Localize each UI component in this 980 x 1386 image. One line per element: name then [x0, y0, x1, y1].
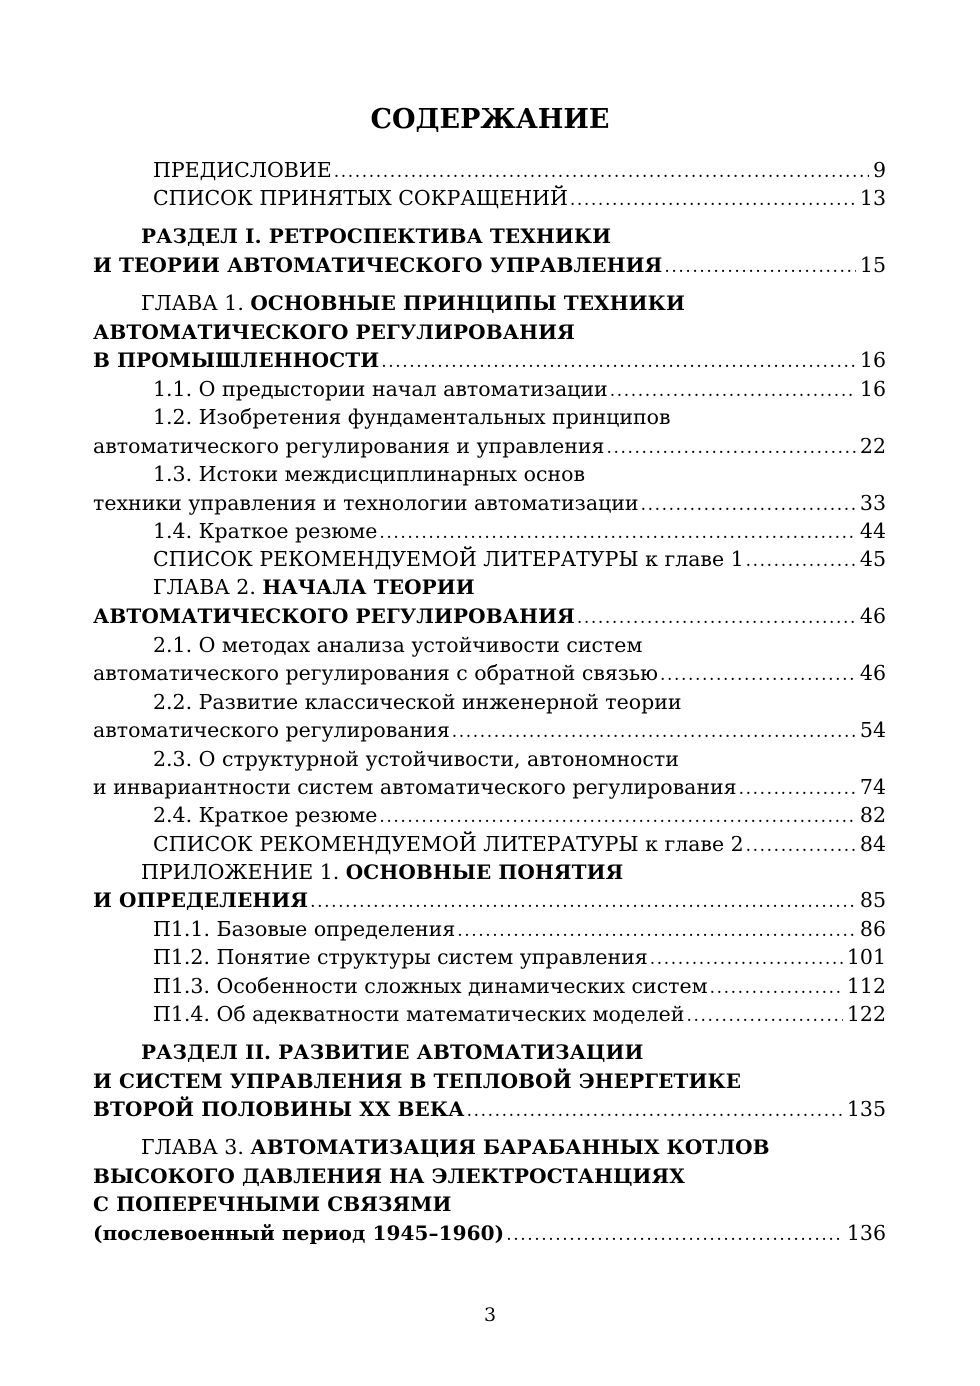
- toc-entry-page: 112: [846, 974, 886, 998]
- toc-entry-title: С ПОПЕРЕЧНЫМИ СВЯЗЯМИ: [93, 1192, 452, 1216]
- toc-entry-title: В ПРОМЫШЛЕННОСТИ: [93, 348, 380, 372]
- toc-entry-title: П1.1. Базовые определения: [153, 917, 456, 941]
- toc-entry-page: 85: [859, 888, 886, 912]
- toc-entry-title: ГЛАВА 3.: [141, 1135, 251, 1159]
- toc-entry: [141, 858, 886, 886]
- toc-entry-title-bold: НАЧАЛА ТЕОРИИ: [262, 575, 475, 599]
- toc-entry: [141, 222, 886, 250]
- toc-entry: [153, 801, 886, 829]
- toc-entry-title: ПРЕДИСЛОВИЕ: [153, 158, 332, 182]
- toc-entry: [153, 915, 886, 943]
- toc-entry-title: АВТОМАТИЧЕСКОГО РЕГУЛИРОВАНИЯ: [93, 604, 575, 628]
- toc-entry-page: 15: [859, 253, 886, 277]
- toc-entry: [153, 688, 886, 716]
- toc-entry-title-bold: ОСНОВНЫЕ ПОНЯТИЯ: [345, 860, 624, 884]
- toc-entry-page: 46: [859, 604, 886, 628]
- toc-entry: [93, 1095, 886, 1123]
- dot-leader: [686, 1002, 842, 1030]
- dot-leader: [467, 1097, 843, 1125]
- toc-entry: [153, 972, 886, 1000]
- toc-entry: [93, 1067, 886, 1095]
- toc-entry: [153, 830, 886, 858]
- dot-leader: [746, 547, 856, 575]
- dot-leader: [577, 604, 856, 632]
- dot-leader: [381, 348, 856, 376]
- toc-entry-page: 86: [859, 917, 886, 941]
- dot-leader: [379, 519, 856, 547]
- toc-entry-title: автоматического регулирования с обратной связью: [93, 661, 658, 685]
- toc-entry-title: И ТЕОРИИ АВТОМАТИЧЕСКОГО УПРАВЛЕНИЯ: [93, 253, 663, 277]
- toc-entry: [93, 1219, 886, 1247]
- page-title: СОДЕРЖАНИЕ: [370, 104, 610, 135]
- dot-leader: [379, 803, 856, 831]
- toc-entry: [93, 318, 886, 346]
- toc-entry-title: СПИСОК ПРИНЯТЫХ СОКРАЩЕНИЙ: [153, 186, 568, 210]
- toc-entry: [153, 1000, 886, 1028]
- toc-entry-title: 2.3. О структурной устойчивости, автономности: [153, 747, 679, 771]
- toc-entry: [93, 773, 886, 801]
- toc-entry: [153, 545, 886, 573]
- toc-entry: [153, 573, 886, 601]
- dot-leader: [660, 661, 856, 689]
- toc-entry: [153, 517, 886, 545]
- toc-entry-page: 84: [859, 832, 886, 856]
- dot-leader: [739, 775, 856, 803]
- toc-entry: [93, 602, 886, 630]
- dot-leader: [650, 945, 843, 973]
- toc-entry: [153, 156, 886, 184]
- toc-entry-title: техники управления и технологии автоматизации: [93, 491, 639, 515]
- toc-entry-title: ГЛАВА 2.: [153, 575, 263, 599]
- toc-entry-page: 44: [859, 519, 886, 543]
- toc-entry-page: 9: [872, 158, 886, 182]
- dot-leader: [457, 917, 856, 945]
- dot-leader: [310, 888, 856, 916]
- toc-entry: [141, 1038, 886, 1066]
- toc-entry-title: и инвариантности систем автоматического регулирования: [93, 775, 737, 799]
- toc-entry: [93, 346, 886, 374]
- page-number: 3: [483, 1304, 497, 1326]
- toc-entry-title: 2.1. О методах анализа устойчивости систем: [153, 633, 643, 657]
- toc-entry-page: 82: [859, 803, 886, 827]
- dot-leader: [610, 377, 856, 405]
- toc-entry-page: 33: [859, 491, 886, 515]
- toc-entry-title: 1.1. О предыстории начал автоматизации: [153, 377, 608, 401]
- dot-leader: [334, 158, 869, 186]
- toc-entry: [153, 460, 886, 488]
- toc-entry-title: (послевоенный период 1945–1960): [93, 1221, 505, 1245]
- toc-entry-title: АВТОМАТИЧЕСКОГО РЕГУЛИРОВАНИЯ: [93, 320, 575, 344]
- toc-entry-page: 22: [859, 434, 886, 458]
- toc-entry: [141, 1133, 886, 1161]
- toc-entry-title: ВЫСОКОГО ДАВЛЕНИЯ НА ЭЛЕКТРОСТАНЦИЯХ: [93, 1164, 685, 1188]
- toc-entry-title: П1.2. Понятие структуры систем управления: [153, 945, 648, 969]
- toc-entry-page: 135: [846, 1097, 886, 1121]
- toc-entry-title: И СИСТЕМ УПРАВЛЕНИЯ В ТЕПЛОВОЙ ЭНЕРГЕТИКЕ: [93, 1069, 742, 1093]
- dot-leader: [746, 832, 856, 860]
- toc-entry-title: автоматического регулирования: [93, 718, 450, 742]
- toc-entry: [93, 251, 886, 279]
- toc-entry-page: 16: [859, 377, 886, 401]
- toc-entry: [93, 886, 886, 914]
- toc-entry-title-bold: ОСНОВНЫЕ ПРИНЦИПЫ ТЕХНИКИ: [250, 291, 685, 315]
- toc-entry-page: 46: [859, 661, 886, 685]
- toc-entry-title: 2.4. Краткое резюме: [153, 803, 378, 827]
- toc-entry: [93, 659, 886, 687]
- toc-entry-title: 1.3. Истоки междисциплинарных основ: [153, 462, 586, 486]
- toc-entry: [153, 943, 886, 971]
- dot-leader: [607, 434, 856, 462]
- toc-entry-title: ПРИЛОЖЕНИЕ 1.: [141, 860, 346, 884]
- toc-entry-page: 45: [859, 547, 886, 571]
- toc-entry: [153, 745, 886, 773]
- toc-entry-title: И ОПРЕДЕЛЕНИЯ: [93, 888, 309, 912]
- toc-entry: [93, 432, 886, 460]
- toc-entry-title-bold: АВТОМАТИЗАЦИЯ БАРАБАННЫХ КОТЛОВ: [250, 1135, 770, 1159]
- toc-entry-page: 54: [859, 718, 886, 742]
- toc-entry-page: 13: [859, 186, 886, 210]
- toc-entry-title: РАЗДЕЛ I. РЕТРОСПЕКТИВА ТЕХНИКИ: [141, 224, 612, 248]
- toc-entry: [153, 631, 886, 659]
- toc-entry-title: 2.2. Развитие классической инженерной теории: [153, 690, 682, 714]
- toc-entry-page: 101: [846, 945, 886, 969]
- toc-entry: [153, 403, 886, 431]
- toc-entry: [153, 375, 886, 403]
- dot-leader: [452, 718, 856, 746]
- dot-leader: [641, 491, 856, 519]
- toc-entry: [93, 489, 886, 517]
- toc-entry-title: ВТОРОЙ ПОЛОВИНЫ XX ВЕКА: [93, 1097, 465, 1121]
- toc-entry-title: П1.3. Особенности сложных динамических систем: [153, 974, 708, 998]
- toc-entry: [141, 289, 886, 317]
- toc-entry-page: 136: [846, 1221, 886, 1245]
- toc-entry: [93, 1162, 886, 1190]
- toc-entry-page: 74: [859, 775, 886, 799]
- toc-entry: [93, 1190, 886, 1218]
- dot-leader: [664, 253, 856, 281]
- toc-entry-title: ГЛАВА 1.: [141, 291, 251, 315]
- dot-leader: [506, 1221, 843, 1249]
- dot-leader: [710, 974, 843, 1002]
- toc-entry-page: 122: [846, 1002, 886, 1026]
- toc-entry-title: СПИСОК РЕКОМЕНДУЕМОЙ ЛИТЕРАТУРЫ к главе 1: [153, 547, 744, 571]
- toc-entry-title: П1.4. Об адекватности математических моделей: [153, 1002, 685, 1026]
- toc-entry-title: 1.4. Краткое резюме: [153, 519, 378, 543]
- toc-entry-title: 1.2. Изобретения фундаментальных принципов: [153, 405, 671, 429]
- toc-entry-page: 16: [859, 348, 886, 372]
- dot-leader: [570, 186, 856, 214]
- toc-entry-title: автоматического регулирования и управления: [93, 434, 605, 458]
- toc-entry-title: СПИСОК РЕКОМЕНДУЕМОЙ ЛИТЕРАТУРЫ к главе 2: [153, 832, 744, 856]
- toc-entry-title: РАЗДЕЛ II. РАЗВИТИЕ АВТОМАТИЗАЦИИ: [141, 1040, 644, 1064]
- toc-entry: [153, 184, 886, 212]
- toc-entry: [93, 716, 886, 744]
